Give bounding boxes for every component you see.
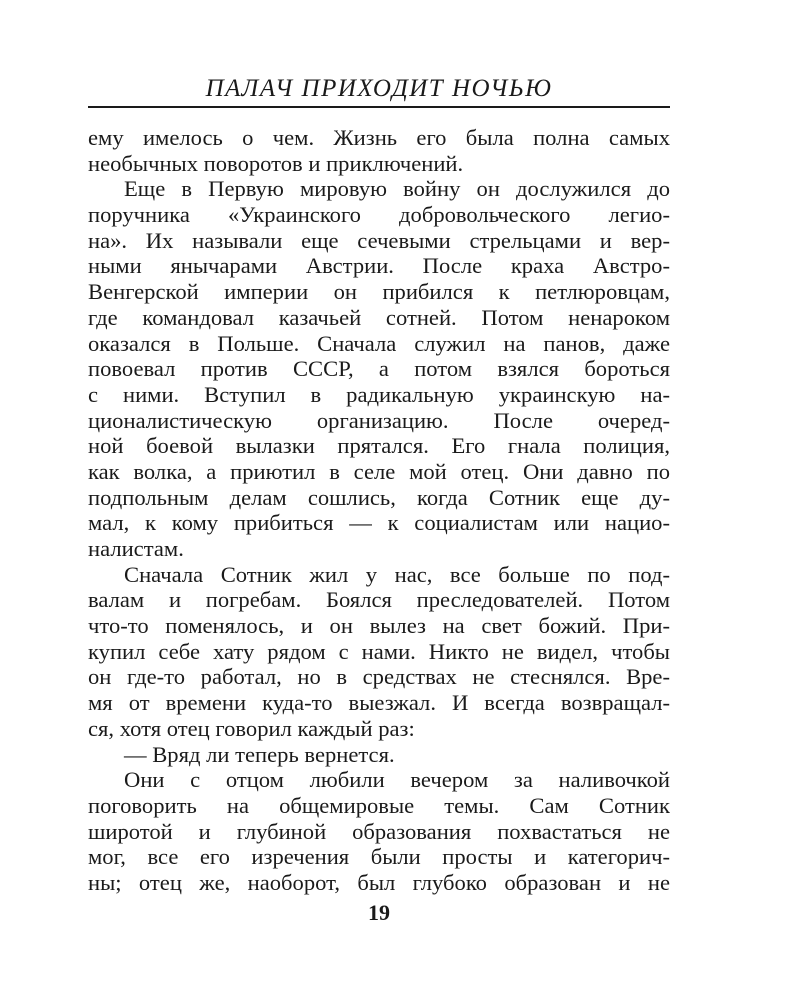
text-line: мог, все его изречения были просты и категорич- [88, 844, 670, 870]
page-number: 19 [368, 900, 390, 925]
text-line: ны; отец же, наоборот, был глубоко образован и не [88, 869, 670, 895]
text-line: мя от времени куда-то выезжал. И всегда возвращал- [88, 690, 670, 716]
text-line: широтой и глубиной образования похвастаться не [88, 818, 670, 844]
text-line: где командовал казачьей сотней. Потом ненароком [88, 304, 670, 330]
running-head: ПАЛАЧ ПРИХОДИТ НОЧЬЮ [205, 75, 553, 102]
text-line: налистам. [88, 536, 184, 561]
text-line: купил себе хату рядом с нами. Никто не видел, чтобы [88, 638, 670, 664]
text-line: Они с отцом любили вечером за наливочкой [124, 767, 670, 793]
text-line: повоевал против СССР, а потом взялся бороться [88, 356, 670, 382]
text-line: поговорить на общемировые темы. Сам Сотник [88, 792, 670, 818]
body-text [88, 125, 670, 896]
text-line: Венгерской империи он прибился к петлюровцам, [88, 279, 670, 305]
text-line: ционалистическую организацию. После очеред- [88, 407, 670, 433]
text-line: оказался в Польше. Сначала служил на панов, даже [88, 330, 670, 356]
text-line: что-то поменялось, и он вылез на свет божий. При- [88, 613, 670, 639]
text-line: как волка, а приютил в селе мой отец. Они давно по [88, 458, 670, 484]
text-line: на». Их называли еще сечевыми стрельцами и вер- [88, 227, 670, 253]
text-line: ными янычарами Австрии. После краха Австро- [88, 253, 670, 279]
text-line: с ними. Вступил в радикальную украинскую на- [88, 381, 670, 407]
text-line: поручника «Украинского добровольческого легио- [88, 202, 670, 228]
text-line: валам и погребам. Боялся преследователей. Потом [88, 587, 670, 613]
text-line: Сначала Сотник жил у нас, все больше по под- [124, 561, 670, 587]
text-line: необычных поворотов и приключений. [88, 150, 464, 176]
text-line: подпольным делам сошлись, когда Сотник еще ду- [88, 484, 670, 510]
text-line: ся, хотя отец говорил каждый раз: [88, 715, 415, 741]
text-line: он где-то работал, но в средствах не стеснялся. Вре- [88, 664, 670, 690]
text-line: ной боевой вылазки прятался. Его гнала полиция, [88, 433, 670, 459]
text-line: Еще в Первую мировую войну он дослужился до [124, 176, 670, 202]
text-line: мал, к кому прибиться — к социалистам или нацио- [88, 510, 670, 536]
header-rule [88, 106, 670, 108]
text-line: ему имелось о чем. Жизнь его была полна самых [88, 125, 670, 150]
text-line: — Вряд ли теперь вернется. [124, 741, 395, 767]
